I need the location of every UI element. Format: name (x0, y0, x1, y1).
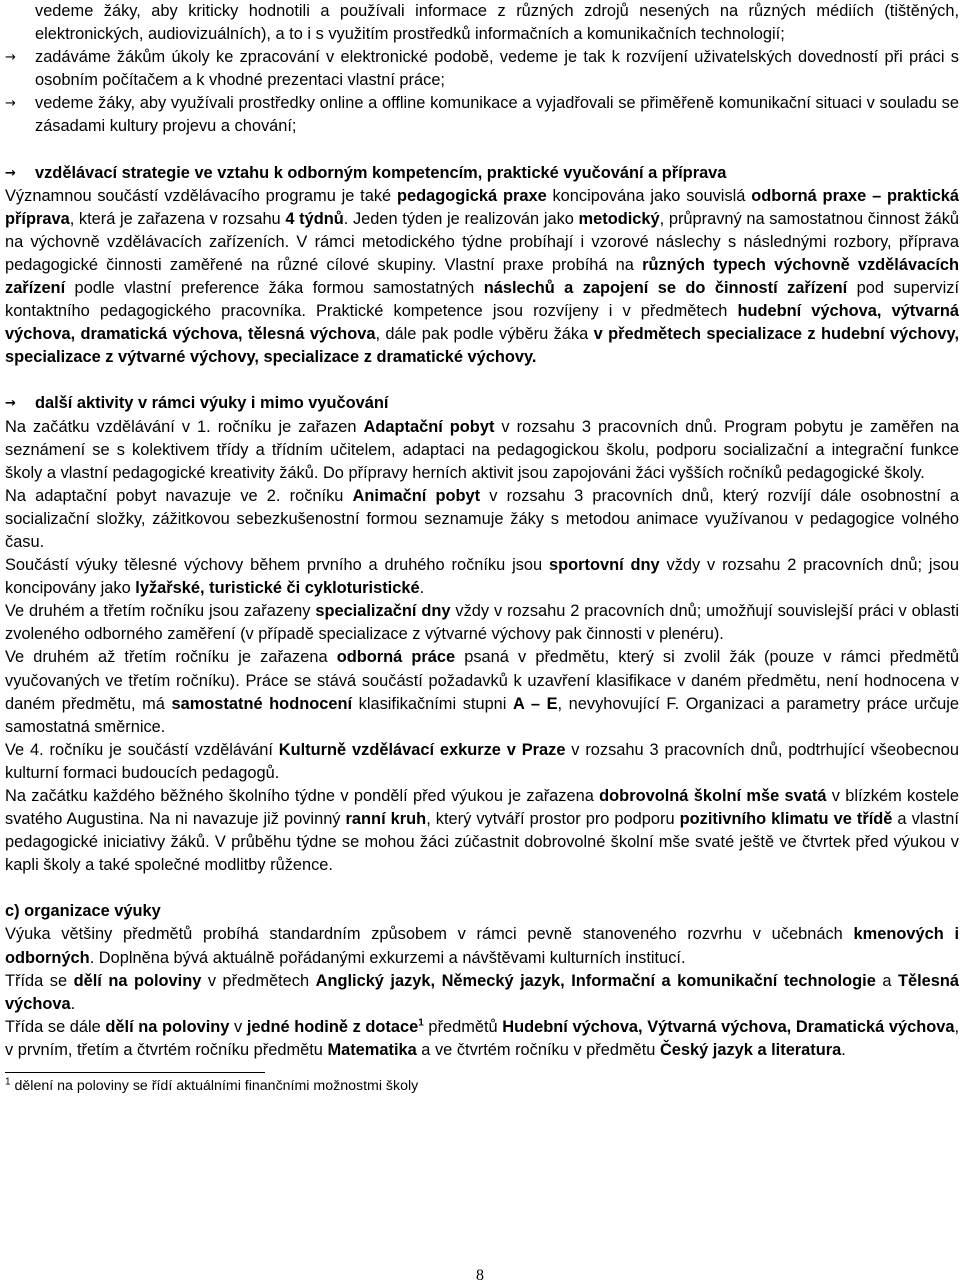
text-run: . Jeden týden je realizován jako (343, 209, 579, 228)
text-run: v (229, 1017, 247, 1036)
text-run: , průpravný na samostatnou činnost žáků na výchovně vzdělávacích zařízeních. V rámci metodického týdne probíhají i vzorové náslechy s následnými rozbory, příprava pedagogické činnosti zaměřené na různé cílové skupiny. Vlastní praxe probíhá na (5, 209, 959, 274)
bold-text: hudební výchova, výtvarná výchova, dramatická výchova, tělesná výchova (5, 302, 959, 344)
text-run: v rozsahu 3 pracovních dnů, podtrhující všeobecnou kulturní formaci budoucích pedagogů. (5, 740, 959, 782)
text-run: Třída se dále (5, 1017, 106, 1036)
text-run: . (70, 994, 76, 1013)
bold-text: specializační dny (315, 602, 451, 621)
page-number: 8 (476, 1267, 484, 1284)
bullet-item: → vedeme žáky, aby využívali prostředky online a offline komunikace a vyjadřovali se přiměřeně komunikační situaci v souladu se zásadami kultury projevu a chování; (5, 94, 959, 136)
arrow-icon: → (5, 50, 16, 66)
bullet-list (5, 0, 959, 139)
bold-text: Adaptační pobyt (363, 417, 495, 436)
bold-text: Tělesná výchova (5, 971, 959, 1013)
bold-text: pozitivního klimatu ve třídě (679, 810, 893, 829)
text-run: Na začátku vzdělávání v 1. ročníku je zařazen (5, 417, 364, 436)
bold-text: lyžařské, turistické či cykloturistické (135, 579, 420, 598)
text-run: pod supervizí kontaktního pedagogického pracovníka. Praktické kompetence jsou rozvíjeny i v předmětech (5, 279, 960, 321)
activity-paragraph (5, 785, 959, 877)
text-run: v rozsahu 3 pracovních dnů, který rozvíjí dále osobnostní a socializační složky, zážitkovou sebezkušenostní formou seznamuje žáky s metodou animace využívanou v pedagogice volného času. (5, 486, 959, 551)
text-run: a vlastní pedagogické iniciativy žáků. V průběhu týdne se mohou žáci zúčastnit dobrovolné školní mše svaté ještě ve čtvrtek před výukou v kapli školy a také společné modlitby růžence. (5, 810, 959, 875)
bold-text: Animační pobyt (352, 486, 481, 505)
bold-text: kmenových i odborných (5, 925, 960, 967)
bold-text: Hudební výchova, Výtvarná výchova, Dramatická výchova (502, 1017, 955, 1036)
organization-paragraph (5, 1016, 959, 1062)
bullet-item: vedeme žáky, aby kriticky hodnotili a používali informace z různých zdrojů nesených na různých médiích (tištěných, elektronických, audiovizuálních), a to i s využitím prostředků informačních a komunikačních technologií; (35, 2, 959, 44)
bold-text: náslechů a zapojení se do činností zařízení (483, 279, 848, 298)
text-run: . Doplněna bývá aktuálně pořádanými exkurzemi a návštěvami kulturních institucí. (89, 948, 686, 967)
activity-paragraph (5, 600, 959, 646)
text-run: Na adaptační pobyt navazuje ve 2. ročníku (5, 486, 353, 505)
text-run: Ve druhém až třetím ročníku je zařazena (5, 648, 337, 667)
text-run: v rozsahu 3 pracovních dnů. Program pobytu je zaměřen na seznámení se s kolektivem třídy a třídním učitelem, adaptaci na pedagogickou školu, podporu socializační a integrační funkce školy a vlastní pedagogické kreativity žáků. Do přípravy herních aktivit jsou zapojováni žáci vyšších ročníků pedagogické školy. (5, 417, 959, 482)
text-run: v předmětech (201, 971, 316, 990)
footnote-rule (5, 1072, 265, 1073)
strategy-paragraph (5, 185, 959, 370)
text-run: podle vlastní preference žáka formou samostatných (65, 279, 484, 298)
text-run: koncipována jako souvislá (546, 186, 752, 205)
text-run: Součástí výuky tělesné výchovy během prvního a druhého ročníku jsou (5, 556, 549, 575)
activity-paragraph (5, 485, 959, 554)
footnote: $^1$ dělení na poloviny se řídí aktuálními finančními možnostmi školy (5, 1076, 419, 1095)
text-run: vždy v rozsahu 2 pracovních dnů; jsou koncipovány jako (5, 556, 959, 598)
activity-paragraph (5, 554, 959, 600)
text-run: , dále pak podle výběru žáka (375, 325, 594, 344)
bold-text: v předmětech specializace z hudební výchovy, specializace z výtvarné výchovy, specializace z dramatické výchovy. (5, 325, 959, 367)
bold-text: jedné hodině z dotace (246, 1017, 419, 1036)
text-run: a ve čtvrtém ročníku v předmětu (416, 1040, 660, 1059)
bold-text: odborná práce (336, 648, 456, 667)
bold-text: odborná praxe – praktická příprava (5, 186, 959, 228)
text-run: , který vytváří prostor pro podporu (426, 810, 680, 829)
bold-text: Český jazyk a literatura (659, 1040, 842, 1059)
bold-text: ranní kruh (345, 810, 427, 829)
bold-text: 4 týdnů (285, 209, 344, 228)
section-heading-strategy: → vzdělávací strategie ve vztahu k odborným kompetencím, praktické vyučování a příprava (5, 162, 959, 185)
text-run: a (875, 971, 898, 990)
text-run: Ve 4. ročníku je součástí vzdělávání (5, 740, 279, 759)
bold-text: sportovní dny (549, 556, 660, 575)
text-run: Ve druhém a třetím ročníku jsou zařazeny (5, 602, 316, 621)
text-run: Třída se (5, 971, 74, 990)
bold-text: různých typech výchovně vzdělávacích zařízení (5, 255, 959, 298)
bold-text: Matematika (327, 1040, 417, 1059)
text-run: předmětů (423, 1017, 503, 1036)
arrow-icon: → (5, 96, 16, 112)
footnote-marker: 1 (418, 1017, 424, 1029)
text-run: Výuka většiny předmětů probíhá standardním způsobem v rámci pevně stanoveného rozvrhu v učebnách (5, 925, 854, 944)
bold-text: samostatné hodnocení (171, 694, 353, 713)
bold-text: dobrovolná školní mše svatá (599, 787, 827, 805)
text-run: , v prvním, třetím a čtvrtém ročníku předmětu (5, 1017, 960, 1059)
arrow-icon: → (5, 165, 16, 181)
bold-text: pedagogická praxe (396, 186, 547, 205)
organization-paragraph (5, 970, 959, 1016)
activity-paragraph (5, 416, 959, 485)
activities-paragraphs (5, 416, 959, 878)
bold-text: metodický (578, 209, 660, 228)
document-page (5, 0, 959, 1095)
section-heading-activities: → další aktivity v rámci výuky i mimo vyučování (5, 392, 959, 415)
bold-text: Kulturně vzdělávací exkurze v Praze (278, 740, 566, 759)
bold-text: A – E (513, 694, 558, 713)
text-run: . (841, 1040, 846, 1059)
text-run: Na začátku každého běžného školního týdne v pondělí před výukou je zařazena (5, 787, 600, 805)
organization-paragraph (5, 923, 959, 969)
text-run: Významnou součástí vzdělávacího programu je také (5, 186, 397, 205)
text-run: vždy v rozsahu 2 pracovních dnů; umožňují souvislejší práci v oblasti zvoleného odborného zaměření (v případě specializace z výtvarné výchovy pak činnosti v plenéru). (5, 602, 959, 644)
arrow-icon: → (5, 396, 16, 412)
text-run: , nevyhovující F. Organizaci a parametry práce určuje samostatná směrnice. (5, 694, 960, 736)
text-run: v blízkém kostele svatého Augustina. Na ni navazuje již povinný (5, 787, 959, 829)
text-run: . (419, 579, 425, 598)
bold-text: dělí na poloviny (73, 971, 202, 990)
activity-paragraph (5, 739, 959, 785)
section-heading-organization: c) organizace výuky (5, 902, 161, 921)
text-run: psaná v předmětu, který si zvolil žák (pouze v rámci předmětů vyučovaných ve třetím ročníku). Práce se stává součástí požadavků k uzavření klasifikace v daném předmětu, není hodnocena v daném předmětu, má (5, 648, 960, 713)
bullet-item: → zadáváme žákům úkoly ke zpracování v elektronické podobě, vedeme je tak k rozvíjení uživatelských dovedností při práci s osobním počítačem a k vhodné prezentaci vlastní práce; (5, 48, 959, 90)
bold-text: dělí na poloviny (105, 1017, 230, 1036)
bold-text: Anglický jazyk, Německý jazyk, Informační a komunikační technologie (315, 971, 876, 990)
activity-paragraph (5, 646, 959, 738)
text-run: klasifikačními stupni (352, 694, 514, 713)
text-run: , která je zařazena v rozsahu (69, 209, 286, 228)
